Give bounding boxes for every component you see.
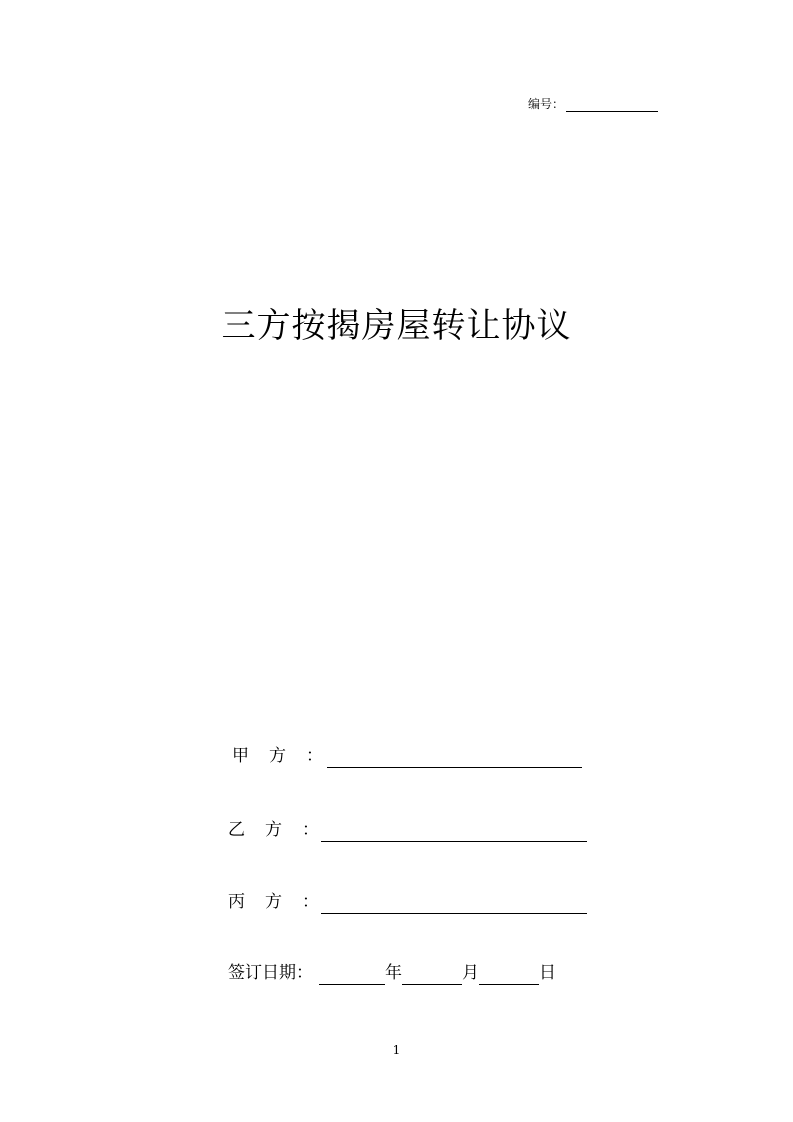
party-a-blank[interactable] [327, 749, 582, 768]
party-b-blank[interactable] [321, 823, 587, 842]
party-a-field [232, 744, 582, 768]
party-a-colon: ： [306, 746, 323, 766]
signing-date-label: 签订日期： [228, 963, 313, 983]
party-b-label: 乙方 [228, 820, 302, 840]
serial-number-field [528, 96, 658, 112]
signing-month-blank[interactable] [402, 966, 462, 985]
signing-day-label: 日 [539, 963, 556, 983]
signing-day-blank[interactable] [479, 966, 539, 985]
page-number: 1 [392, 1043, 401, 1057]
party-c-colon: ： [302, 892, 319, 912]
signing-year-blank[interactable] [319, 966, 385, 985]
signing-year-label: 年 [385, 963, 402, 983]
party-c-label: 丙方 [228, 892, 302, 912]
signing-date-field [228, 961, 556, 985]
party-b-field [228, 818, 587, 842]
party-b-colon: ： [302, 820, 319, 840]
party-c-blank[interactable] [321, 895, 587, 914]
signing-month-label: 月 [462, 963, 479, 983]
serial-number-blank[interactable] [566, 99, 658, 112]
party-a-label: 甲方 [232, 746, 306, 766]
document-title: 三方按揭房屋转让协议 [221, 306, 572, 346]
party-c-field [228, 890, 587, 914]
serial-number-label: 编号： [528, 97, 565, 111]
